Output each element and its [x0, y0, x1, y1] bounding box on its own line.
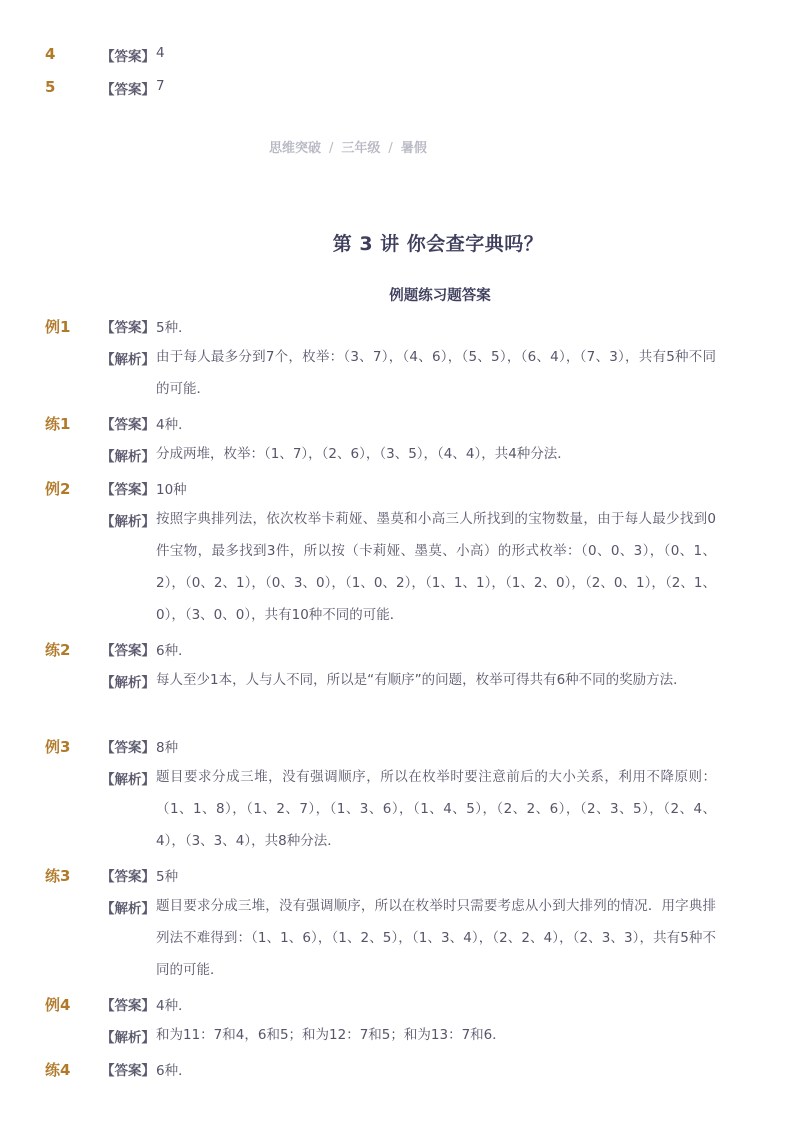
analysis-text: 由于每人最多分到7个，枚举：（3、7），（4、6），（5、5），（6、4），（7、3），共有5种不同的可能．	[156, 349, 716, 397]
answer-tag: 【答案】	[101, 998, 155, 1014]
analysis-tag: 【解析】	[101, 675, 155, 691]
answer-tag: 【答案】	[101, 869, 155, 885]
question-number: 4	[45, 45, 56, 63]
lecture-title: 第 3 讲 你会查字典吗？	[332, 233, 544, 255]
analysis-tag: 【解析】	[101, 901, 155, 917]
breadcrumb-item: 三年级	[341, 141, 381, 156]
answer-value: 10种	[156, 482, 187, 498]
analysis-tag: 【解析】	[101, 352, 155, 368]
answer-tag: 【答案】	[101, 1063, 155, 1079]
analysis-tag: 【解析】	[101, 772, 155, 788]
breadcrumb-separator: /	[388, 141, 393, 156]
question-number: 练2	[45, 641, 71, 659]
question-number: 例3	[45, 738, 71, 756]
answer-value: 6种．	[156, 1063, 192, 1079]
question-number: 例2	[45, 480, 71, 498]
question-number: 例4	[45, 996, 71, 1014]
answer-value: 6种．	[156, 643, 192, 659]
section-title: 例题练习题答案	[389, 288, 491, 304]
analysis-tag: 【解析】	[101, 514, 155, 530]
question-number: 练1	[45, 415, 71, 433]
answer-value: 4种．	[156, 998, 192, 1014]
analysis-tag: 【解析】	[101, 449, 155, 465]
analysis-tag: 【解析】	[101, 1030, 155, 1046]
analysis-text: 和为11：7和4，6和5；和为12：7和5；和为13：7和6．	[156, 1027, 506, 1043]
question-number: 5	[45, 78, 56, 96]
answer-tag: 【答案】	[101, 82, 155, 98]
answer-value: 7	[156, 78, 165, 94]
answer-value: 5种	[156, 869, 179, 885]
analysis-text: 题目要求分成三堆，没有强调顺序，所以在枚举时要注意前后的大小关系，利用不降原则：（1、1、8），（1、2、7），（1、3、6），（1、4、5），（2、2、6），（2、3、5），（2、4、4），（3、3、4），共8种分法．	[156, 769, 716, 849]
question-number: 练3	[45, 867, 71, 885]
breadcrumb-item: 思维突破	[269, 141, 322, 156]
analysis-text: 分成两堆，枚举：（1、7），（2、6），（3、5），（4、4），共4种分法．	[156, 446, 571, 462]
answer-tag: 【答案】	[101, 643, 155, 659]
answer-value: 4种．	[156, 417, 192, 433]
answer-value: 8种	[156, 740, 179, 756]
question-number: 例1	[45, 318, 71, 336]
answer-value: 5种．	[156, 320, 192, 336]
analysis-text: 按照字典排列法，依次枚举卡莉娅、墨莫和小高三人所找到的宝物数量，由于每人最少找到0件宝物，最多找到3件，所以按（卡莉娅、墨莫、小高）的形式枚举：（0、0、3），（0、1、2），（0、2、1），（0、3、0），（1、0、2），（1、1、1），（1、2、0），（2、0、1），（2、1、0），（3、0、0），共有10种不同的可能．	[156, 511, 716, 623]
answer-tag: 【答案】	[101, 417, 155, 433]
analysis-text: 每人至少1本，人与人不同，所以是“有顺序”的问题，枚举可得共有6种不同的奖励方法．	[156, 672, 687, 688]
answer-tag: 【答案】	[101, 482, 155, 498]
answer-value: 4	[156, 45, 165, 61]
answer-tag: 【答案】	[101, 320, 155, 336]
breadcrumb-separator: /	[329, 141, 334, 156]
analysis-text: 题目要求分成三堆，没有强调顺序，所以在枚举时只需要考虑从小到大排列的情况．用字典排列法不难得到：（1、1、6），（1、2、5），（1、3、4），（2、2、4），（2、3、3），共有5种不同的可能．	[156, 898, 716, 978]
answer-tag: 【答案】	[101, 49, 155, 65]
answer-tag: 【答案】	[101, 740, 155, 756]
question-number: 练4	[45, 1061, 71, 1079]
breadcrumb	[269, 137, 427, 156]
breadcrumb-item: 暑假	[400, 141, 427, 156]
